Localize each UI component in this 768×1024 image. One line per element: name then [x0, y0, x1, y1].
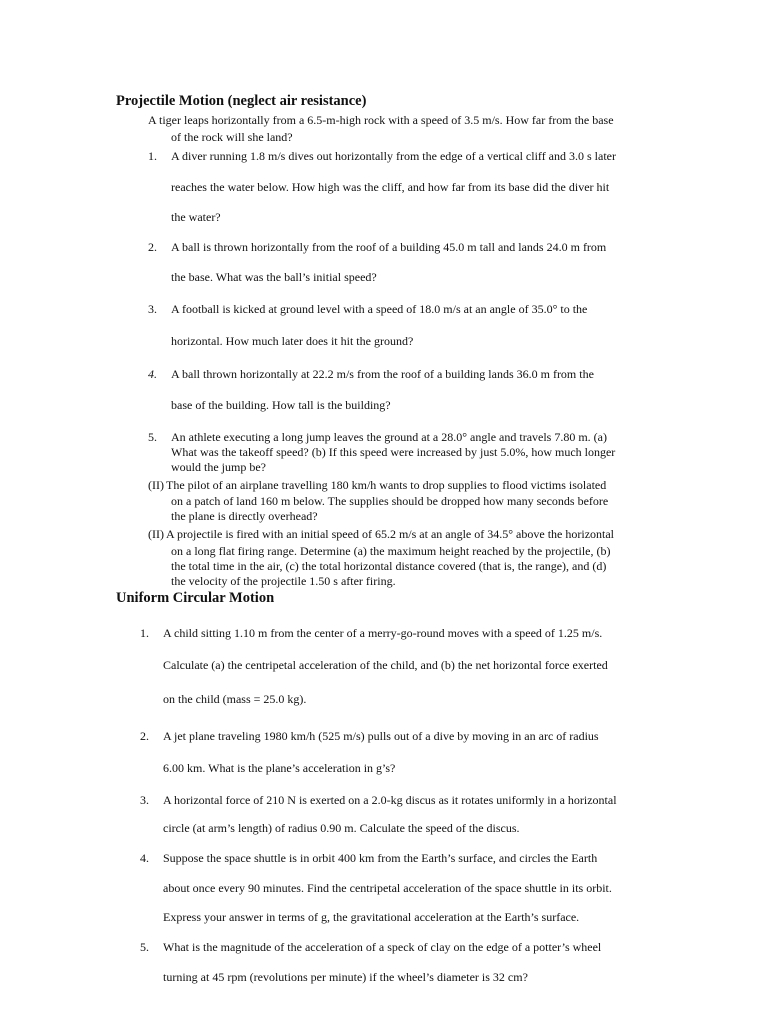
- problem-number: 4.: [140, 851, 149, 865]
- problem-number: (II): [148, 527, 164, 541]
- section-heading-projectile-motion: Projectile Motion (neglect air resistance): [116, 93, 367, 109]
- intro-line-1: A tiger leaps horizontally from a 6.5-m-high rock with a speed of 3.5 m/s. How far from the base: [148, 113, 614, 127]
- problem-line: A diver running 1.8 m/s dives out horizontally from the edge of a vertical cliff and 3.0 s later: [171, 149, 616, 163]
- problem-number: 5.: [140, 940, 149, 954]
- problem-line: the water?: [171, 210, 221, 224]
- problem-number: 2.: [140, 729, 149, 743]
- problem-line: base of the building. How tall is the building?: [171, 398, 391, 412]
- problem-line: A jet plane traveling 1980 km/h (525 m/s) pulls out of a dive by moving in an arc of radius: [163, 729, 599, 743]
- problem-line: The pilot of an airplane travelling 180 km/h wants to drop supplies to flood victims isolated: [166, 478, 607, 492]
- problem-line: circle (at arm’s length) of radius 0.90 m. Calculate the speed of the discus.: [163, 821, 520, 835]
- problem-line: turning at 45 rpm (revolutions per minute) if the wheel’s diameter is 32 cm?: [163, 970, 528, 984]
- problem-line: on a long flat firing range. Determine (a) the maximum height reached by the projectile, (b): [171, 544, 611, 558]
- problem-line: Calculate (a) the centripetal acceleration of the child, and (b) the net horizontal force exerted: [163, 658, 608, 672]
- problem-line: on a patch of land 160 m below. The supplies should be dropped how many seconds before: [171, 494, 609, 508]
- problem-line: A horizontal force of 210 N is exerted on a 2.0-kg discus as it rotates uniformly in a horizontal: [163, 793, 617, 807]
- problem-line: the plane is directly overhead?: [171, 509, 318, 523]
- problem-line: the base. What was the ball’s initial speed?: [171, 270, 377, 284]
- problem-number: 1.: [148, 149, 157, 163]
- problem-line: the total time in the air, (c) the total horizontal distance covered (that is, the range), and (d): [171, 559, 607, 573]
- problem-number: 1.: [140, 626, 149, 640]
- problem-line: horizontal. How much later does it hit the ground?: [171, 334, 414, 348]
- problem-line: A ball thrown horizontally at 22.2 m/s from the roof of a building lands 36.0 m from the: [171, 367, 594, 381]
- problem-line: reaches the water below. How high was the cliff, and how far from its base did the diver hit: [171, 180, 610, 194]
- problem-number: (II): [148, 478, 164, 492]
- intro-line-2: of the rock will she land?: [171, 130, 293, 144]
- problem-line: 6.00 km. What is the plane’s acceleration in g’s?: [163, 761, 396, 775]
- problem-line: on the child (mass = 25.0 kg).: [163, 692, 307, 706]
- problem-number: 4.: [148, 367, 157, 381]
- problem-number: 2.: [148, 240, 157, 254]
- problem-line: Suppose the space shuttle is in orbit 400 km from the Earth’s surface, and circles the Earth: [163, 851, 598, 865]
- problem-line: Express your answer in terms of g, the gravitational acceleration at the Earth’s surface.: [163, 910, 580, 924]
- section-heading-uniform-circular-motion: Uniform Circular Motion: [116, 590, 275, 606]
- problem-line: A projectile is fired with an initial speed of 65.2 m/s at an angle of 34.5° above the horizontal: [166, 527, 615, 541]
- problem-line: A ball is thrown horizontally from the roof of a building 45.0 m tall and lands 24.0 m from: [171, 240, 607, 254]
- problem-line: about once every 90 minutes. Find the centripetal acceleration of the space shuttle in its orbit.: [163, 881, 612, 895]
- problem-line: A child sitting 1.10 m from the center of a merry-go-round moves with a speed of 1.25 m/s.: [163, 626, 603, 640]
- problem-line: the velocity of the projectile 1.50 s after firing.: [171, 574, 396, 588]
- problem-line: An athlete executing a long jump leaves the ground at a 28.0° angle and travels 7.80 m. (a): [171, 430, 607, 444]
- problem-line: A football is kicked at ground level with a speed of 18.0 m/s at an angle of 35.0° to the: [171, 302, 588, 316]
- problem-line: would the jump be?: [171, 460, 266, 474]
- problem-line: What is the magnitude of the acceleration of a speck of clay on the edge of a potter’s wheel: [163, 940, 602, 954]
- problem-line: What was the takeoff speed? (b) If this speed were increased by just 5.0%, how much longer: [171, 445, 616, 459]
- problem-number: 3.: [148, 302, 157, 316]
- problem-number: 3.: [140, 793, 149, 807]
- problem-number: 5.: [148, 430, 157, 444]
